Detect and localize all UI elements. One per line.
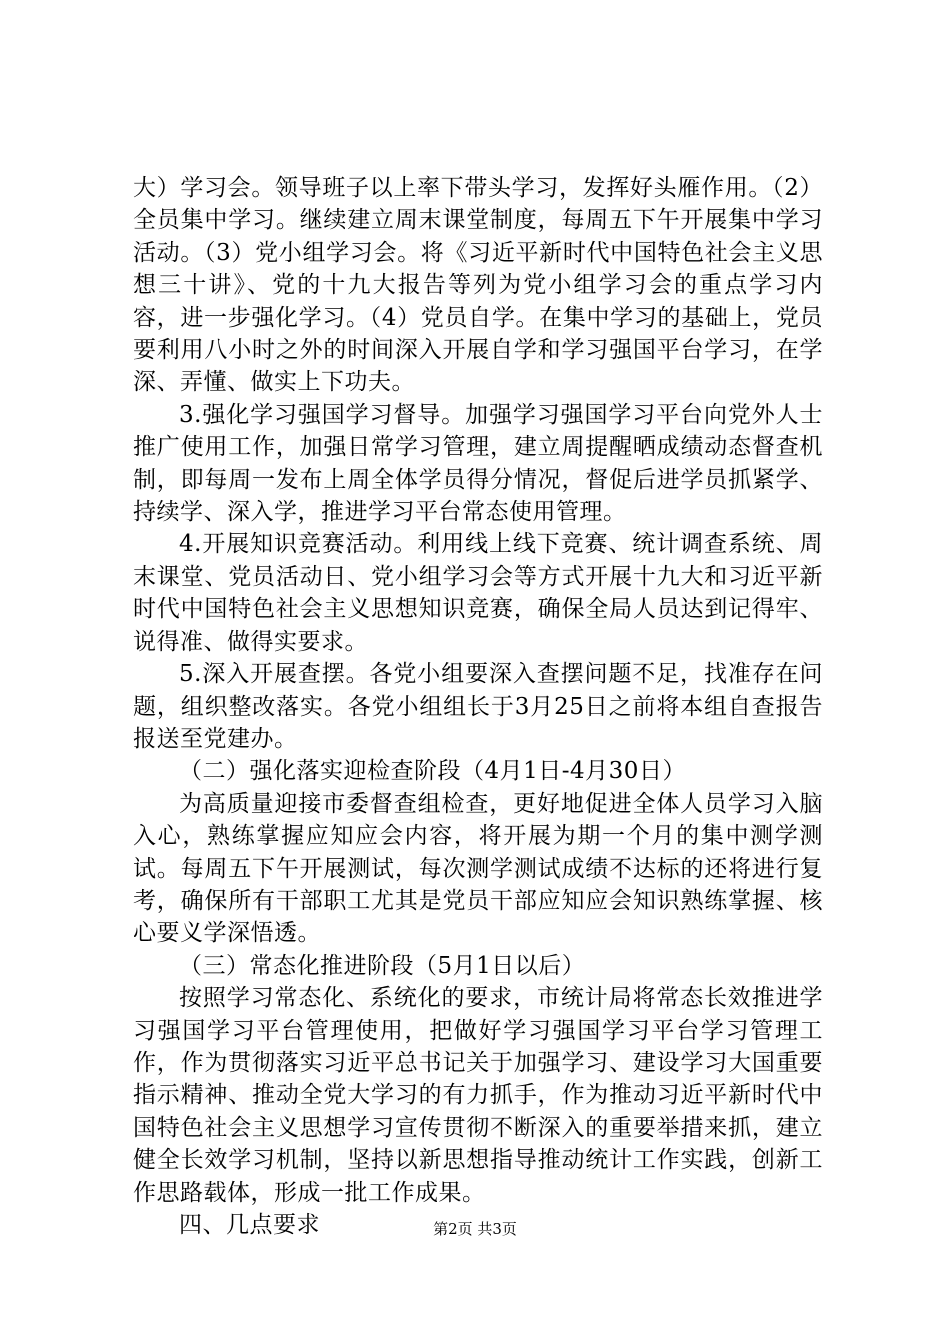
document-body [133,172,823,1241]
paragraph-supervision: 3.强化学习强国学习督导。加强学习强国学习平台向党外人士推广使用工作，加强日常学习管理，建立周提醒晒成绩动态督查机制，即每周一发布上周全体学员得分情况，督促后进学员抓紧学、持续学、深入学，推进学习平台常态使用管理。 [133,401,823,526]
section-heading-inspection-phase: （二）强化落实迎检查阶段（4月1日-4月30日） [179,758,686,785]
section-heading-requirements: 四、几点要求 [179,1212,320,1238]
paragraph-study-meetings: 大）学习会。领导班子以上率下带头学习，发挥好头雁作用。（2）全员集中学习。继续建立周末课堂制度，每周五下午开展集中学习活动。（3）党小组学习会。将《习近平新时代中国特色社会主义思想三十讲》、党的十九大报告等列为党小组学习会的重点学习内容，进一步强化学习。（4）党员自学。在集中学习的基础上，党员要利用八小时之外的时间深入开展自学和学习强国平台学习，在学深、弄懂、做实上下功夫。 [133,175,823,396]
paragraph-inspection-phase: 为高质量迎接市委督查组检查，更好地促进全体人员学习入脑入心，熟练掌握应知应会内容，将开展为期一个月的集中测学测试。每周五下午开展测试，每次测学测试成绩不达标的还将进行复考，确保所有干部职工尤其是党员干部应知应会知识熟练掌握、核心要义学深悟透。 [133,790,823,947]
section-heading-normalization-phase: （三）常态化推进阶段（5月1日以后） [179,952,586,979]
paragraph-normalization-phase: 按照学习常态化、系统化的要求，市统计局将常态长效推进学习强国学习平台管理使用，把做好学习强国学习平台学习管理工作，作为贯彻落实习近平总书记关于加强学习、建设学习大国重要指示精神、推动全党大学习的有力抓手，作为推动习近平新时代中国特色社会主义思想学习宣传贯彻不断深入的重要举措来抓，建立健全长效学习机制，坚持以新思想指导推动统计工作实践，创新工作思路载体，形成一批工作成果。 [133,985,823,1206]
paragraph-knowledge-contest: 4.开展知识竞赛活动。利用线上线下竞赛、统计调查系统、周末课堂、党员活动日、党小组学习会等方式开展十九大和习近平新时代中国特色社会主义思想知识竞赛，确保全局人员达到记得牢、说得准、做得实要求。 [133,531,823,655]
page-number-footer: 第2页 共3页 [433,1220,517,1238]
paragraph-self-inspection: 5.深入开展查摆。各党小组要深入查摆问题不足，找准存在问题，组织整改落实。各党小组组长于3月25日之前将本组自查报告报送至党建办。 [133,661,823,752]
